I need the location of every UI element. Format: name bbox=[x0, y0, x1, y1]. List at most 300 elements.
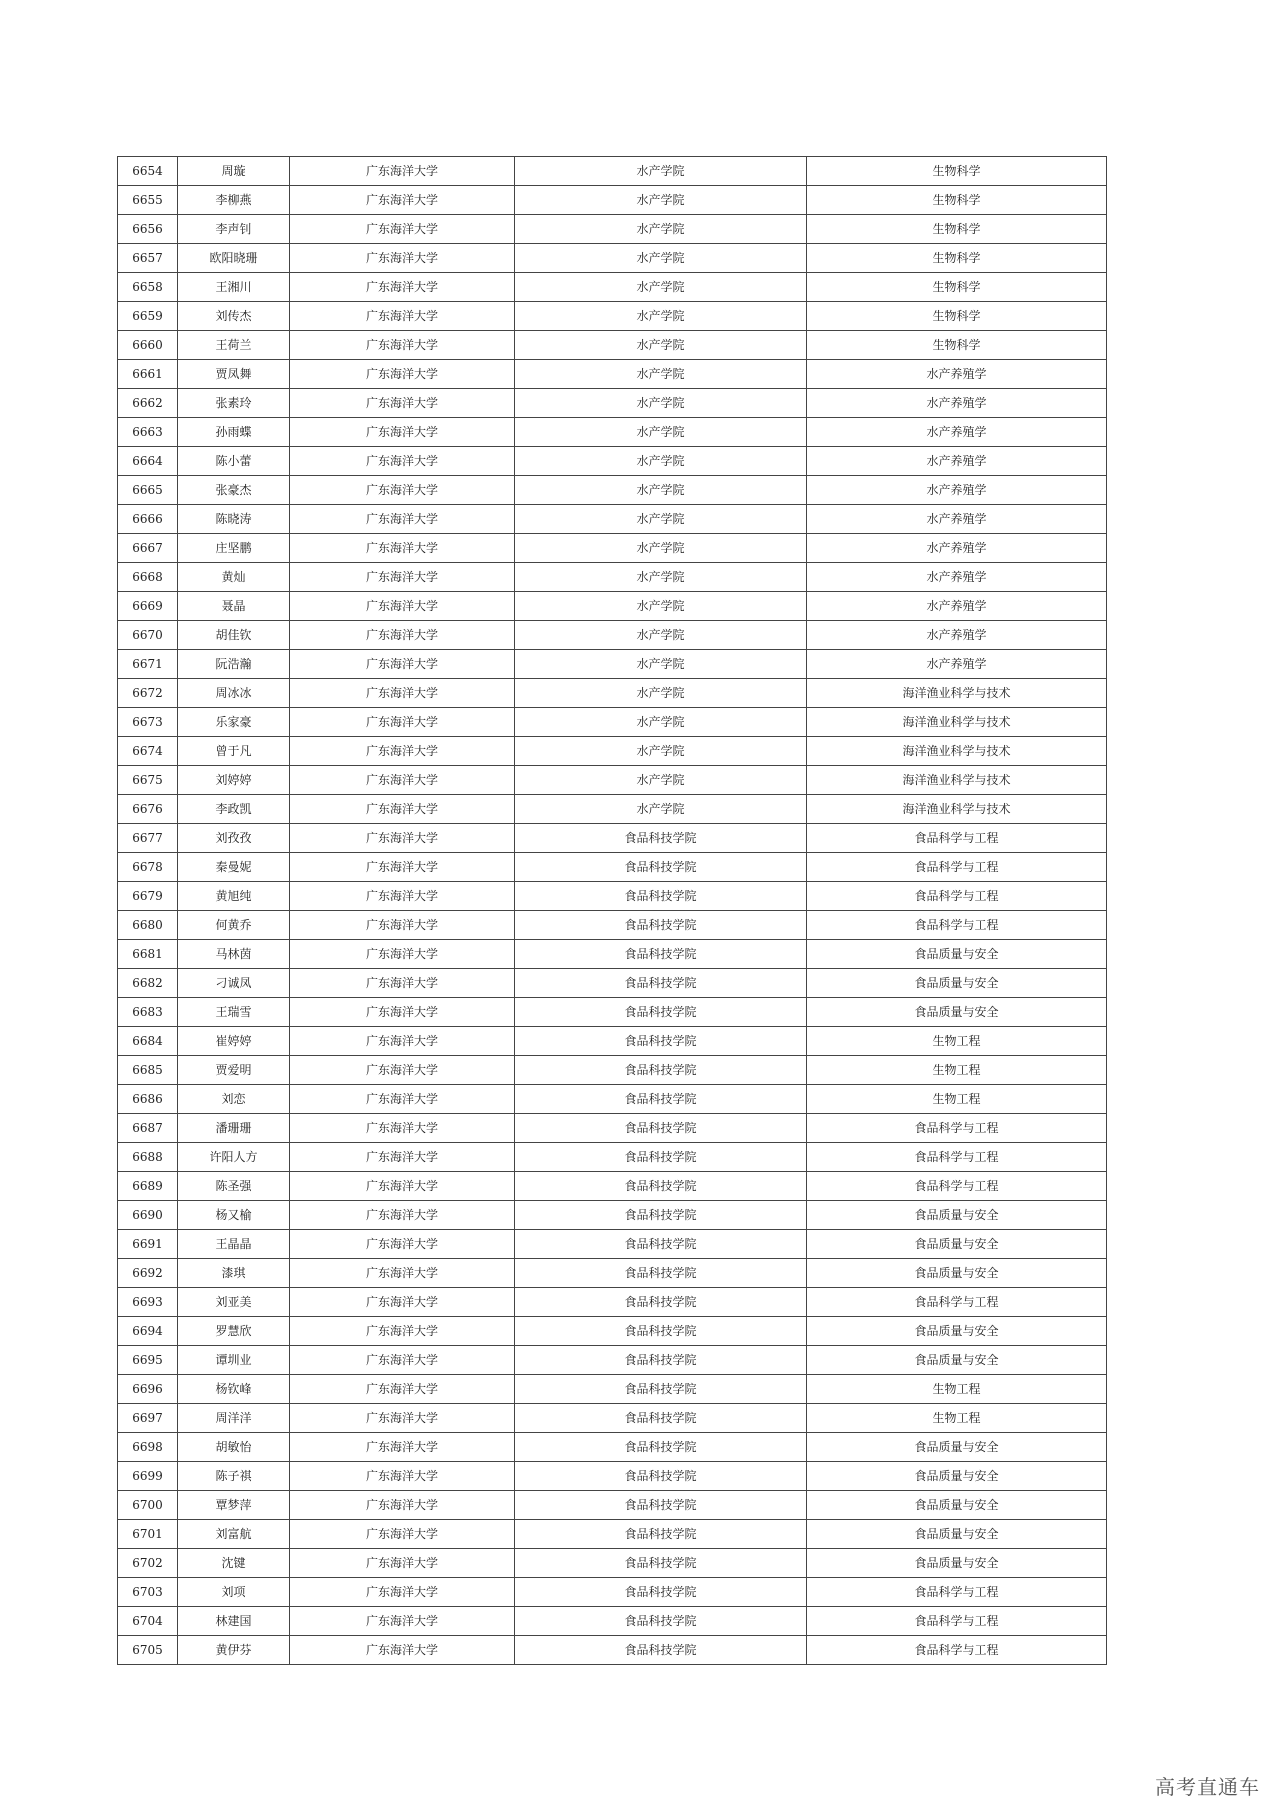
row-number-cell: 6688 bbox=[118, 1143, 178, 1172]
university-cell: 广东海洋大学 bbox=[290, 650, 515, 679]
college-cell: 食品科技学院 bbox=[515, 1549, 807, 1578]
row-number-cell: 6685 bbox=[118, 1056, 178, 1085]
table-row bbox=[118, 1201, 1107, 1230]
college-cell: 食品科技学院 bbox=[515, 1259, 807, 1288]
university-cell: 广东海洋大学 bbox=[290, 418, 515, 447]
row-number-cell: 6694 bbox=[118, 1317, 178, 1346]
student-name-cell: 何黄乔 bbox=[178, 911, 290, 940]
table-row bbox=[118, 592, 1107, 621]
student-name-cell: 马林茵 bbox=[178, 940, 290, 969]
major-cell: 食品质量与安全 bbox=[807, 1230, 1107, 1259]
university-cell: 广东海洋大学 bbox=[290, 882, 515, 911]
college-cell: 水产学院 bbox=[515, 592, 807, 621]
university-cell: 广东海洋大学 bbox=[290, 737, 515, 766]
university-cell: 广东海洋大学 bbox=[290, 766, 515, 795]
student-name-cell: 沈键 bbox=[178, 1549, 290, 1578]
student-name-cell: 刘传杰 bbox=[178, 302, 290, 331]
student-name-cell: 乐家豪 bbox=[178, 708, 290, 737]
student-name-cell: 周冰冰 bbox=[178, 679, 290, 708]
major-cell: 海洋渔业科学与技术 bbox=[807, 795, 1107, 824]
row-number-cell: 6669 bbox=[118, 592, 178, 621]
row-number-cell: 6676 bbox=[118, 795, 178, 824]
table-row bbox=[118, 1288, 1107, 1317]
row-number-cell: 6697 bbox=[118, 1404, 178, 1433]
student-name-cell: 陈圣强 bbox=[178, 1172, 290, 1201]
student-name-cell: 欧阳晓珊 bbox=[178, 244, 290, 273]
student-name-cell: 覃梦萍 bbox=[178, 1491, 290, 1520]
major-cell: 水产养殖学 bbox=[807, 563, 1107, 592]
student-name-cell: 秦曼妮 bbox=[178, 853, 290, 882]
university-cell: 广东海洋大学 bbox=[290, 911, 515, 940]
major-cell: 生物科学 bbox=[807, 215, 1107, 244]
table-row bbox=[118, 534, 1107, 563]
student-name-cell: 周洋洋 bbox=[178, 1404, 290, 1433]
student-name-cell: 陈小蕾 bbox=[178, 447, 290, 476]
row-number-cell: 6678 bbox=[118, 853, 178, 882]
student-name-cell: 陈晓涛 bbox=[178, 505, 290, 534]
college-cell: 食品科技学院 bbox=[515, 1491, 807, 1520]
student-name-cell: 王湘川 bbox=[178, 273, 290, 302]
table-row bbox=[118, 1085, 1107, 1114]
university-cell: 广东海洋大学 bbox=[290, 1433, 515, 1462]
university-cell: 广东海洋大学 bbox=[290, 1114, 515, 1143]
college-cell: 食品科技学院 bbox=[515, 1578, 807, 1607]
table-row bbox=[118, 563, 1107, 592]
row-number-cell: 6695 bbox=[118, 1346, 178, 1375]
major-cell: 食品科学与工程 bbox=[807, 1578, 1107, 1607]
row-number-cell: 6679 bbox=[118, 882, 178, 911]
university-cell: 广东海洋大学 bbox=[290, 1636, 515, 1665]
college-cell: 食品科技学院 bbox=[515, 882, 807, 911]
major-cell: 水产养殖学 bbox=[807, 621, 1107, 650]
university-cell: 广东海洋大学 bbox=[290, 1462, 515, 1491]
row-number-cell: 6656 bbox=[118, 215, 178, 244]
college-cell: 食品科技学院 bbox=[515, 940, 807, 969]
college-cell: 食品科技学院 bbox=[515, 1433, 807, 1462]
row-number-cell: 6690 bbox=[118, 1201, 178, 1230]
table-row bbox=[118, 650, 1107, 679]
row-number-cell: 6661 bbox=[118, 360, 178, 389]
watermark-text: 高考直通车 bbox=[1155, 1775, 1260, 1799]
table-row bbox=[118, 1491, 1107, 1520]
table-row bbox=[118, 302, 1107, 331]
college-cell: 水产学院 bbox=[515, 650, 807, 679]
student-name-cell: 张豪杰 bbox=[178, 476, 290, 505]
college-cell: 水产学院 bbox=[515, 505, 807, 534]
student-name-cell: 谭圳业 bbox=[178, 1346, 290, 1375]
college-cell: 食品科技学院 bbox=[515, 1201, 807, 1230]
major-cell: 食品科学与工程 bbox=[807, 1172, 1107, 1201]
table-row bbox=[118, 1346, 1107, 1375]
university-cell: 广东海洋大学 bbox=[290, 273, 515, 302]
college-cell: 食品科技学院 bbox=[515, 1027, 807, 1056]
row-number-cell: 6660 bbox=[118, 331, 178, 360]
table-row bbox=[118, 1375, 1107, 1404]
student-name-cell: 聂晶 bbox=[178, 592, 290, 621]
table-row bbox=[118, 1143, 1107, 1172]
student-name-cell: 李政凯 bbox=[178, 795, 290, 824]
major-cell: 食品科学与工程 bbox=[807, 1636, 1107, 1665]
college-cell: 食品科技学院 bbox=[515, 1636, 807, 1665]
college-cell: 水产学院 bbox=[515, 679, 807, 708]
university-cell: 广东海洋大学 bbox=[290, 998, 515, 1027]
college-cell: 水产学院 bbox=[515, 766, 807, 795]
table-row bbox=[118, 679, 1107, 708]
university-cell: 广东海洋大学 bbox=[290, 389, 515, 418]
college-cell: 食品科技学院 bbox=[515, 853, 807, 882]
student-name-cell: 林建国 bbox=[178, 1607, 290, 1636]
student-name-cell: 刘婷婷 bbox=[178, 766, 290, 795]
table-row bbox=[118, 1636, 1107, 1665]
university-cell: 广东海洋大学 bbox=[290, 1085, 515, 1114]
university-cell: 广东海洋大学 bbox=[290, 940, 515, 969]
row-number-cell: 6683 bbox=[118, 998, 178, 1027]
university-cell: 广东海洋大学 bbox=[290, 1056, 515, 1085]
college-cell: 食品科技学院 bbox=[515, 969, 807, 998]
university-cell: 广东海洋大学 bbox=[290, 708, 515, 737]
row-number-cell: 6689 bbox=[118, 1172, 178, 1201]
college-cell: 水产学院 bbox=[515, 737, 807, 766]
table-row bbox=[118, 1259, 1107, 1288]
major-cell: 水产养殖学 bbox=[807, 534, 1107, 563]
row-number-cell: 6702 bbox=[118, 1549, 178, 1578]
college-cell: 水产学院 bbox=[515, 157, 807, 186]
table-row bbox=[118, 766, 1107, 795]
table-row bbox=[118, 708, 1107, 737]
table-row bbox=[118, 360, 1107, 389]
row-number-cell: 6673 bbox=[118, 708, 178, 737]
university-cell: 广东海洋大学 bbox=[290, 824, 515, 853]
student-name-cell: 刘孜孜 bbox=[178, 824, 290, 853]
table-row bbox=[118, 1433, 1107, 1462]
row-number-cell: 6699 bbox=[118, 1462, 178, 1491]
row-number-cell: 6654 bbox=[118, 157, 178, 186]
row-number-cell: 6655 bbox=[118, 186, 178, 215]
row-number-cell: 6672 bbox=[118, 679, 178, 708]
major-cell: 食品科学与工程 bbox=[807, 1143, 1107, 1172]
student-name-cell: 李柳燕 bbox=[178, 186, 290, 215]
row-number-cell: 6687 bbox=[118, 1114, 178, 1143]
row-number-cell: 6668 bbox=[118, 563, 178, 592]
major-cell: 食品质量与安全 bbox=[807, 1520, 1107, 1549]
row-number-cell: 6671 bbox=[118, 650, 178, 679]
row-number-cell: 6675 bbox=[118, 766, 178, 795]
university-cell: 广东海洋大学 bbox=[290, 1027, 515, 1056]
student-name-cell: 贾爱明 bbox=[178, 1056, 290, 1085]
row-number-cell: 6667 bbox=[118, 534, 178, 563]
student-name-cell: 黄旭纯 bbox=[178, 882, 290, 911]
student-name-cell: 胡佳钦 bbox=[178, 621, 290, 650]
major-cell: 生物工程 bbox=[807, 1404, 1107, 1433]
major-cell: 生物科学 bbox=[807, 186, 1107, 215]
table-row bbox=[118, 824, 1107, 853]
table-row bbox=[118, 621, 1107, 650]
major-cell: 生物工程 bbox=[807, 1375, 1107, 1404]
roster-body bbox=[118, 157, 1107, 1665]
college-cell: 水产学院 bbox=[515, 621, 807, 650]
major-cell: 食品质量与安全 bbox=[807, 1201, 1107, 1230]
major-cell: 食品质量与安全 bbox=[807, 1317, 1107, 1346]
university-cell: 广东海洋大学 bbox=[290, 1607, 515, 1636]
college-cell: 食品科技学院 bbox=[515, 824, 807, 853]
row-number-cell: 6681 bbox=[118, 940, 178, 969]
major-cell: 食品质量与安全 bbox=[807, 1462, 1107, 1491]
student-name-cell: 陈子祺 bbox=[178, 1462, 290, 1491]
major-cell: 生物科学 bbox=[807, 157, 1107, 186]
table-row bbox=[118, 418, 1107, 447]
major-cell: 水产养殖学 bbox=[807, 476, 1107, 505]
row-number-cell: 6684 bbox=[118, 1027, 178, 1056]
university-cell: 广东海洋大学 bbox=[290, 1201, 515, 1230]
major-cell: 海洋渔业科学与技术 bbox=[807, 766, 1107, 795]
college-cell: 水产学院 bbox=[515, 447, 807, 476]
row-number-cell: 6692 bbox=[118, 1259, 178, 1288]
table-row bbox=[118, 1549, 1107, 1578]
university-cell: 广东海洋大学 bbox=[290, 1375, 515, 1404]
table-row bbox=[118, 1578, 1107, 1607]
row-number-cell: 6703 bbox=[118, 1578, 178, 1607]
major-cell: 生物工程 bbox=[807, 1056, 1107, 1085]
student-name-cell: 罗慧欣 bbox=[178, 1317, 290, 1346]
table-row bbox=[118, 940, 1107, 969]
major-cell: 食品科学与工程 bbox=[807, 911, 1107, 940]
row-number-cell: 6691 bbox=[118, 1230, 178, 1259]
university-cell: 广东海洋大学 bbox=[290, 1317, 515, 1346]
row-number-cell: 6674 bbox=[118, 737, 178, 766]
university-cell: 广东海洋大学 bbox=[290, 1404, 515, 1433]
college-cell: 水产学院 bbox=[515, 418, 807, 447]
row-number-cell: 6682 bbox=[118, 969, 178, 998]
major-cell: 食品科学与工程 bbox=[807, 1114, 1107, 1143]
row-number-cell: 6658 bbox=[118, 273, 178, 302]
table-row bbox=[118, 1404, 1107, 1433]
row-number-cell: 6696 bbox=[118, 1375, 178, 1404]
table-row bbox=[118, 1607, 1107, 1636]
student-name-cell: 贾凤舞 bbox=[178, 360, 290, 389]
major-cell: 生物科学 bbox=[807, 331, 1107, 360]
table-row bbox=[118, 447, 1107, 476]
college-cell: 水产学院 bbox=[515, 215, 807, 244]
table-row bbox=[118, 853, 1107, 882]
university-cell: 广东海洋大学 bbox=[290, 476, 515, 505]
student-name-cell: 崔婷婷 bbox=[178, 1027, 290, 1056]
student-name-cell: 刘富航 bbox=[178, 1520, 290, 1549]
table-row bbox=[118, 1317, 1107, 1346]
table-row bbox=[118, 969, 1107, 998]
college-cell: 水产学院 bbox=[515, 708, 807, 737]
student-name-cell: 阮浩瀚 bbox=[178, 650, 290, 679]
student-name-cell: 刘亚美 bbox=[178, 1288, 290, 1317]
major-cell: 生物工程 bbox=[807, 1085, 1107, 1114]
row-number-cell: 6693 bbox=[118, 1288, 178, 1317]
university-cell: 广东海洋大学 bbox=[290, 1578, 515, 1607]
student-name-cell: 刘恋 bbox=[178, 1085, 290, 1114]
row-number-cell: 6659 bbox=[118, 302, 178, 331]
table-row bbox=[118, 389, 1107, 418]
table-row bbox=[118, 1027, 1107, 1056]
university-cell: 广东海洋大学 bbox=[290, 853, 515, 882]
row-number-cell: 6686 bbox=[118, 1085, 178, 1114]
table-row bbox=[118, 1056, 1107, 1085]
college-cell: 食品科技学院 bbox=[515, 998, 807, 1027]
student-name-cell: 王瑞雪 bbox=[178, 998, 290, 1027]
college-cell: 食品科技学院 bbox=[515, 1317, 807, 1346]
major-cell: 食品科学与工程 bbox=[807, 824, 1107, 853]
student-name-cell: 张素玲 bbox=[178, 389, 290, 418]
college-cell: 食品科技学院 bbox=[515, 1520, 807, 1549]
major-cell: 海洋渔业科学与技术 bbox=[807, 708, 1107, 737]
college-cell: 食品科技学院 bbox=[515, 1056, 807, 1085]
university-cell: 广东海洋大学 bbox=[290, 795, 515, 824]
student-name-cell: 孙雨蝶 bbox=[178, 418, 290, 447]
university-cell: 广东海洋大学 bbox=[290, 1491, 515, 1520]
university-cell: 广东海洋大学 bbox=[290, 505, 515, 534]
table-row bbox=[118, 505, 1107, 534]
college-cell: 水产学院 bbox=[515, 563, 807, 592]
major-cell: 海洋渔业科学与技术 bbox=[807, 679, 1107, 708]
student-roster-table bbox=[117, 156, 1107, 1665]
college-cell: 食品科技学院 bbox=[515, 1462, 807, 1491]
table-row bbox=[118, 331, 1107, 360]
college-cell: 食品科技学院 bbox=[515, 1288, 807, 1317]
student-name-cell: 王荷兰 bbox=[178, 331, 290, 360]
table-row bbox=[118, 186, 1107, 215]
major-cell: 水产养殖学 bbox=[807, 505, 1107, 534]
university-cell: 广东海洋大学 bbox=[290, 1549, 515, 1578]
major-cell: 食品科学与工程 bbox=[807, 1288, 1107, 1317]
row-number-cell: 6664 bbox=[118, 447, 178, 476]
row-number-cell: 6680 bbox=[118, 911, 178, 940]
table-row bbox=[118, 476, 1107, 505]
college-cell: 水产学院 bbox=[515, 186, 807, 215]
college-cell: 水产学院 bbox=[515, 389, 807, 418]
college-cell: 食品科技学院 bbox=[515, 1375, 807, 1404]
college-cell: 食品科技学院 bbox=[515, 911, 807, 940]
college-cell: 水产学院 bbox=[515, 795, 807, 824]
student-name-cell: 杨又榆 bbox=[178, 1201, 290, 1230]
college-cell: 水产学院 bbox=[515, 273, 807, 302]
university-cell: 广东海洋大学 bbox=[290, 1346, 515, 1375]
major-cell: 水产养殖学 bbox=[807, 360, 1107, 389]
major-cell: 水产养殖学 bbox=[807, 389, 1107, 418]
college-cell: 水产学院 bbox=[515, 302, 807, 331]
table-row bbox=[118, 1520, 1107, 1549]
college-cell: 食品科技学院 bbox=[515, 1085, 807, 1114]
college-cell: 水产学院 bbox=[515, 360, 807, 389]
table-row bbox=[118, 273, 1107, 302]
student-name-cell: 胡敏怡 bbox=[178, 1433, 290, 1462]
student-name-cell: 漆琪 bbox=[178, 1259, 290, 1288]
university-cell: 广东海洋大学 bbox=[290, 1143, 515, 1172]
university-cell: 广东海洋大学 bbox=[290, 1259, 515, 1288]
row-number-cell: 6701 bbox=[118, 1520, 178, 1549]
student-name-cell: 潘珊珊 bbox=[178, 1114, 290, 1143]
university-cell: 广东海洋大学 bbox=[290, 331, 515, 360]
college-cell: 水产学院 bbox=[515, 331, 807, 360]
row-number-cell: 6665 bbox=[118, 476, 178, 505]
student-name-cell: 黄伊芬 bbox=[178, 1636, 290, 1665]
table-row bbox=[118, 1462, 1107, 1491]
student-name-cell: 黄灿 bbox=[178, 563, 290, 592]
major-cell: 食品科学与工程 bbox=[807, 853, 1107, 882]
university-cell: 广东海洋大学 bbox=[290, 244, 515, 273]
table-row bbox=[118, 215, 1107, 244]
university-cell: 广东海洋大学 bbox=[290, 215, 515, 244]
university-cell: 广东海洋大学 bbox=[290, 1230, 515, 1259]
college-cell: 食品科技学院 bbox=[515, 1143, 807, 1172]
table-row bbox=[118, 998, 1107, 1027]
major-cell: 生物科学 bbox=[807, 273, 1107, 302]
college-cell: 食品科技学院 bbox=[515, 1230, 807, 1259]
college-cell: 水产学院 bbox=[515, 244, 807, 273]
college-cell: 食品科技学院 bbox=[515, 1346, 807, 1375]
student-name-cell: 刁诚凤 bbox=[178, 969, 290, 998]
major-cell: 生物工程 bbox=[807, 1027, 1107, 1056]
table-row bbox=[118, 1114, 1107, 1143]
university-cell: 广东海洋大学 bbox=[290, 1172, 515, 1201]
table-row bbox=[118, 1230, 1107, 1259]
college-cell: 食品科技学院 bbox=[515, 1172, 807, 1201]
university-cell: 广东海洋大学 bbox=[290, 534, 515, 563]
college-cell: 食品科技学院 bbox=[515, 1607, 807, 1636]
university-cell: 广东海洋大学 bbox=[290, 447, 515, 476]
university-cell: 广东海洋大学 bbox=[290, 592, 515, 621]
university-cell: 广东海洋大学 bbox=[290, 563, 515, 592]
college-cell: 食品科技学院 bbox=[515, 1404, 807, 1433]
university-cell: 广东海洋大学 bbox=[290, 969, 515, 998]
table-row bbox=[118, 157, 1107, 186]
major-cell: 食品质量与安全 bbox=[807, 998, 1107, 1027]
college-cell: 水产学院 bbox=[515, 476, 807, 505]
table-row bbox=[118, 244, 1107, 273]
major-cell: 水产养殖学 bbox=[807, 418, 1107, 447]
row-number-cell: 6677 bbox=[118, 824, 178, 853]
major-cell: 水产养殖学 bbox=[807, 650, 1107, 679]
student-name-cell: 曾于凡 bbox=[178, 737, 290, 766]
university-cell: 广东海洋大学 bbox=[290, 621, 515, 650]
major-cell: 食品科学与工程 bbox=[807, 1607, 1107, 1636]
major-cell: 食品质量与安全 bbox=[807, 1491, 1107, 1520]
table-row bbox=[118, 911, 1107, 940]
student-name-cell: 王晶晶 bbox=[178, 1230, 290, 1259]
university-cell: 广东海洋大学 bbox=[290, 302, 515, 331]
row-number-cell: 6663 bbox=[118, 418, 178, 447]
student-name-cell: 庄坚鹏 bbox=[178, 534, 290, 563]
major-cell: 食品质量与安全 bbox=[807, 969, 1107, 998]
table-row bbox=[118, 795, 1107, 824]
major-cell: 食品质量与安全 bbox=[807, 1549, 1107, 1578]
major-cell: 生物科学 bbox=[807, 302, 1107, 331]
row-number-cell: 6704 bbox=[118, 1607, 178, 1636]
university-cell: 广东海洋大学 bbox=[290, 186, 515, 215]
university-cell: 广东海洋大学 bbox=[290, 157, 515, 186]
table-row bbox=[118, 1172, 1107, 1201]
table-row bbox=[118, 882, 1107, 911]
student-name-cell: 杨钦峰 bbox=[178, 1375, 290, 1404]
university-cell: 广东海洋大学 bbox=[290, 1288, 515, 1317]
row-number-cell: 6670 bbox=[118, 621, 178, 650]
student-name-cell: 刘项 bbox=[178, 1578, 290, 1607]
student-name-cell: 李声钊 bbox=[178, 215, 290, 244]
major-cell: 食品质量与安全 bbox=[807, 1259, 1107, 1288]
major-cell: 水产养殖学 bbox=[807, 447, 1107, 476]
row-number-cell: 6657 bbox=[118, 244, 178, 273]
university-cell: 广东海洋大学 bbox=[290, 360, 515, 389]
row-number-cell: 6705 bbox=[118, 1636, 178, 1665]
table-row bbox=[118, 737, 1107, 766]
major-cell: 海洋渔业科学与技术 bbox=[807, 737, 1107, 766]
major-cell: 食品科学与工程 bbox=[807, 882, 1107, 911]
